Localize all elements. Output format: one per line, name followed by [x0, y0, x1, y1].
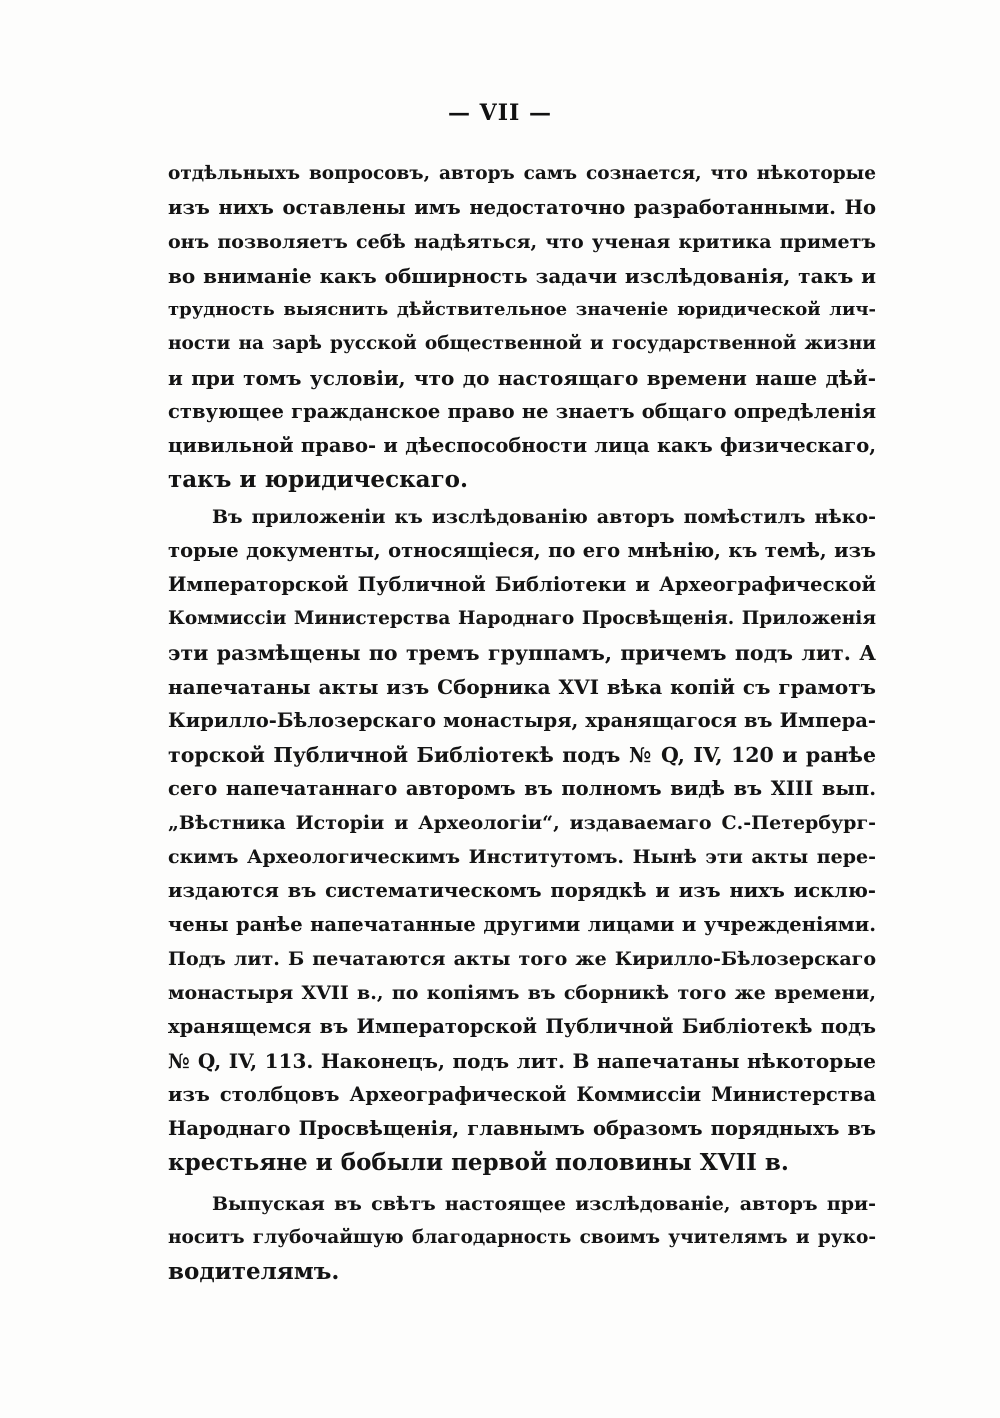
text-line: онъ позволяетъ себѣ надѣяться, что ученая критика приметъ	[168, 231, 876, 253]
text-line: хранящемся въ Императорской Публичной Библіотекѣ подъ	[168, 1015, 876, 1038]
text-line: изъ нихъ оставлены имъ недостаточно разработанными. Но	[168, 196, 876, 219]
text-line: монастыря XVII в., по копіямъ въ сборникѣ того же времени,	[168, 982, 876, 1004]
text-line: эти размѣщены по тремъ группамъ, причемъ подъ лит. А	[168, 641, 876, 665]
text-line: издаются въ систематическомъ порядкѣ и изъ нихъ исклю-	[168, 879, 876, 902]
text-line: скимъ Археологическимъ Институтомъ. Нынѣ эти акты пере-	[168, 846, 876, 868]
text-line: отдѣльныхъ вопросовъ, авторъ самъ сознается, что нѣкоторые	[168, 163, 876, 184]
text-line: Подъ лит. Б печатаются акты того же Кирилло-Бѣлозерскаго	[168, 948, 876, 970]
text-line: цивильной право- и дѣеспособности лица какъ физическаго,	[168, 434, 876, 457]
text-line: чены ранѣе напечатанные другими лицами и учрежденіями.	[168, 913, 876, 936]
paragraph-2	[168, 500, 876, 1180]
text-line: такъ и юридическаго.	[168, 466, 469, 493]
text-line: крестьяне и бобыли первой половины XVII в.	[168, 1149, 789, 1176]
text-line: Коммиссіи Министерства Народнаго Просвѣщенія. Приложенія	[168, 608, 876, 629]
text-line: Народнаго Просвѣщенія, главнымъ образомъ порядныхъ въ	[168, 1117, 876, 1140]
text-line: трудность выяснить дѣйствительное значеніе юридической лич-	[168, 299, 876, 320]
text-line: носитъ глубочайшую благодарность своимъ учителямъ и руко-	[168, 1227, 876, 1248]
text-line: Кирилло-Бѣлозерскаго монастыря, хранящагося въ Импера-	[168, 709, 876, 732]
text-line: во вниманіе какъ обширность задачи изслѣдованія, такъ и	[168, 264, 876, 288]
text-line: водителямъ.	[168, 1258, 340, 1285]
text-line: № Q, IV, 113. Наконецъ, подъ лит. В напечатаны нѣкоторые	[168, 1049, 876, 1073]
text-line: ствующее гражданское право не знаетъ общаго опредѣленія	[168, 400, 876, 423]
page-number: — VII —	[448, 100, 552, 126]
text-line: торые документы, относящіеся, по его мнѣнію, къ темѣ, изъ	[168, 539, 876, 562]
text-line: Императорской Публичной Библіотеки и Археографической	[168, 573, 876, 596]
text-line: Выпуская въ свѣтъ настоящее изслѣдованіе, авторъ при-	[212, 1193, 876, 1215]
text-line: ности на зарѣ русской общественной и государственной жизни	[168, 333, 876, 354]
text-line: сего напечатаннаго авторомъ въ полномъ видѣ въ XIII вып.	[168, 777, 876, 800]
text-line: Въ приложеніи къ изслѣдованію авторъ помѣстилъ нѣко-	[212, 506, 876, 528]
text-line: „Вѣстника Исторіи и Археологіи“, издаваемаго С.-Петербург-	[168, 812, 876, 834]
text-line: торской Публичной Библіотекѣ подъ № Q, IV, 120 и ранѣе	[168, 743, 876, 767]
text-line: изъ столбцовъ Археографической Коммиссіи Министерства	[168, 1083, 876, 1106]
paragraph-1	[168, 157, 876, 497]
text-line: напечатаны акты изъ Сборника XVI вѣка копій съ грамотъ	[168, 675, 876, 699]
paragraph-3	[168, 1187, 876, 1289]
text-line: и при томъ условіи, что до настоящаго времени наше дѣй-	[168, 366, 876, 390]
